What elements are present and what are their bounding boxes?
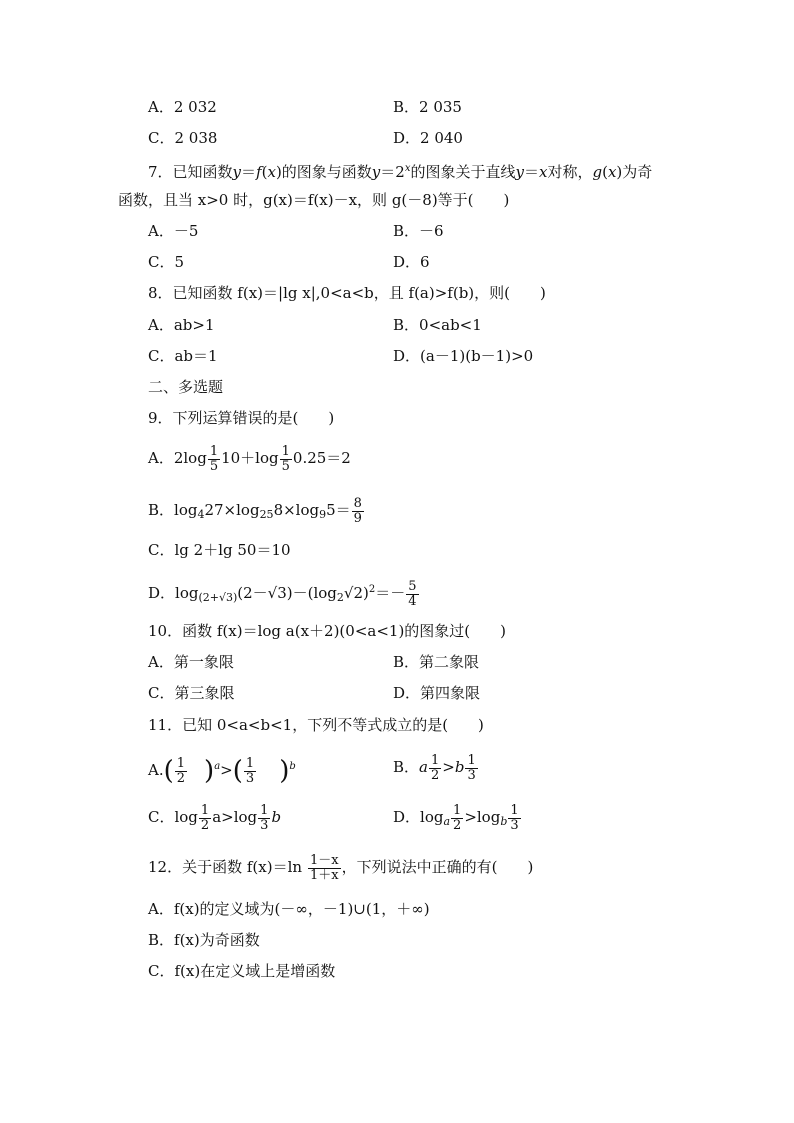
q12-option-b: B．f(x)为奇函数 xyxy=(148,931,260,949)
q9-option-b: B．$\log_427\times\log_{25}8\times\log_95=$ $\frac{8}{9}$ xyxy=(148,495,362,526)
q12-stem: 12．关于函数 f(x)＝ln $\frac{1-x}{1+x}$ ，下列说法中正确的有( ) xyxy=(148,852,534,883)
fraction: $\frac{1}{2}$ xyxy=(453,802,462,833)
q8-option-b: B．0<ab<1 xyxy=(393,316,482,334)
q9-option-d: D．$\log_{(2+√3)}(2-√3)-(\log_2√2)^2=-$ $\frac{5}{4}$ xyxy=(148,578,417,609)
q11-stem: 11．已知 0<a<b<1，下列不等式成立的是( ) xyxy=(148,716,484,734)
q10-option-c: C．第三象限 xyxy=(148,684,235,702)
q11-option-c: C．log $\frac{1}{2}$ a>log $\frac{1}{3}$ b xyxy=(148,802,282,833)
q7-option-d: D．6 xyxy=(393,253,430,271)
q12-option-c: C．f(x)在定义域上是增函数 xyxy=(148,962,336,980)
fraction: $\frac{1}{3}$ xyxy=(510,802,519,833)
q6-option-b: B．2 035 xyxy=(393,98,462,116)
q10-option-a: A．第一象限 xyxy=(148,653,234,671)
q7-option-c: C．5 xyxy=(148,253,185,271)
q9-stem: 9．下列运算错误的是( ) xyxy=(148,409,335,427)
q6-option-d: D．2 040 xyxy=(393,129,463,147)
q6-option-a: A．2 032 xyxy=(148,98,217,116)
q11-option-d: D．$\log_a$ $\frac{1}{2}$ $>\log_b$ $\frac{1}{3}$ xyxy=(393,802,519,833)
q7-stem-line2: 函数，且当 x>0 时，g(x)＝f(x)－x，则 g(－8)等于( ) xyxy=(118,191,510,209)
fraction: $\frac{1}{3}$ xyxy=(260,802,269,833)
q10-option-d: D．第四象限 xyxy=(393,684,481,702)
fraction: $\frac{8}{9}$ xyxy=(353,495,362,526)
q11-option-a: A.( $\frac{1}{2}$ )$^a$>( $\frac{1}{3}$ )$^b$ xyxy=(148,755,296,786)
q11-option-b: B．a $\frac{1}{2}$ >b $\frac{1}{3}$ xyxy=(393,752,476,783)
q8-option-a: A．ab>1 xyxy=(148,316,215,334)
q7-option-a: A．－5 xyxy=(148,222,199,240)
fraction: $\frac{1-x}{1+x}$ xyxy=(310,852,339,883)
q9-option-c: C．lg 2＋lg 50＝10 xyxy=(148,541,291,559)
q8-stem: 8．已知函数 f(x)＝|lg x|,0<a<b，且 f(a)>f(b)，则( ) xyxy=(148,284,546,302)
q7-option-b: B．－6 xyxy=(393,222,444,240)
q7-stem-line1: 7．已知函数y＝f(x)的图象与函数$y=2^x$的图象关于直线y＝x对称，g(x)为奇 xyxy=(148,163,653,181)
q10-option-b: B．第二象限 xyxy=(393,653,480,671)
q9-option-a: A．2log $\frac{1}{5}$ 10＋log $\frac{1}{5}$ 0.25＝2 xyxy=(148,443,351,474)
q10-stem: 10．函数 f(x)＝log a(x＋2)(0<a<1)的图象过( ) xyxy=(148,622,506,640)
fraction: $\frac{1}{3}$ xyxy=(245,755,255,786)
q8-option-d: D．(a－1)(b－1)>0 xyxy=(393,347,534,365)
fraction: $\frac{1}{2}$ xyxy=(430,752,440,783)
fraction: $\frac{1}{2}$ xyxy=(200,802,210,833)
fraction: $\frac{5}{4}$ xyxy=(408,578,417,609)
fraction: $\frac{1}{2}$ xyxy=(176,755,186,786)
q8-option-c: C．ab＝1 xyxy=(148,347,218,365)
fraction: $\frac{1}{5}$ xyxy=(281,443,290,474)
q12-option-a: A．f(x)的定义域为(－∞，－1)∪(1，＋∞) xyxy=(148,900,430,918)
q6-option-c: C．2 038 xyxy=(148,129,218,147)
section-heading-multiple-choice: 二、多选题 xyxy=(148,378,224,396)
fraction: $\frac{1}{5}$ xyxy=(209,443,219,474)
fraction: $\frac{1}{3}$ xyxy=(467,752,476,783)
